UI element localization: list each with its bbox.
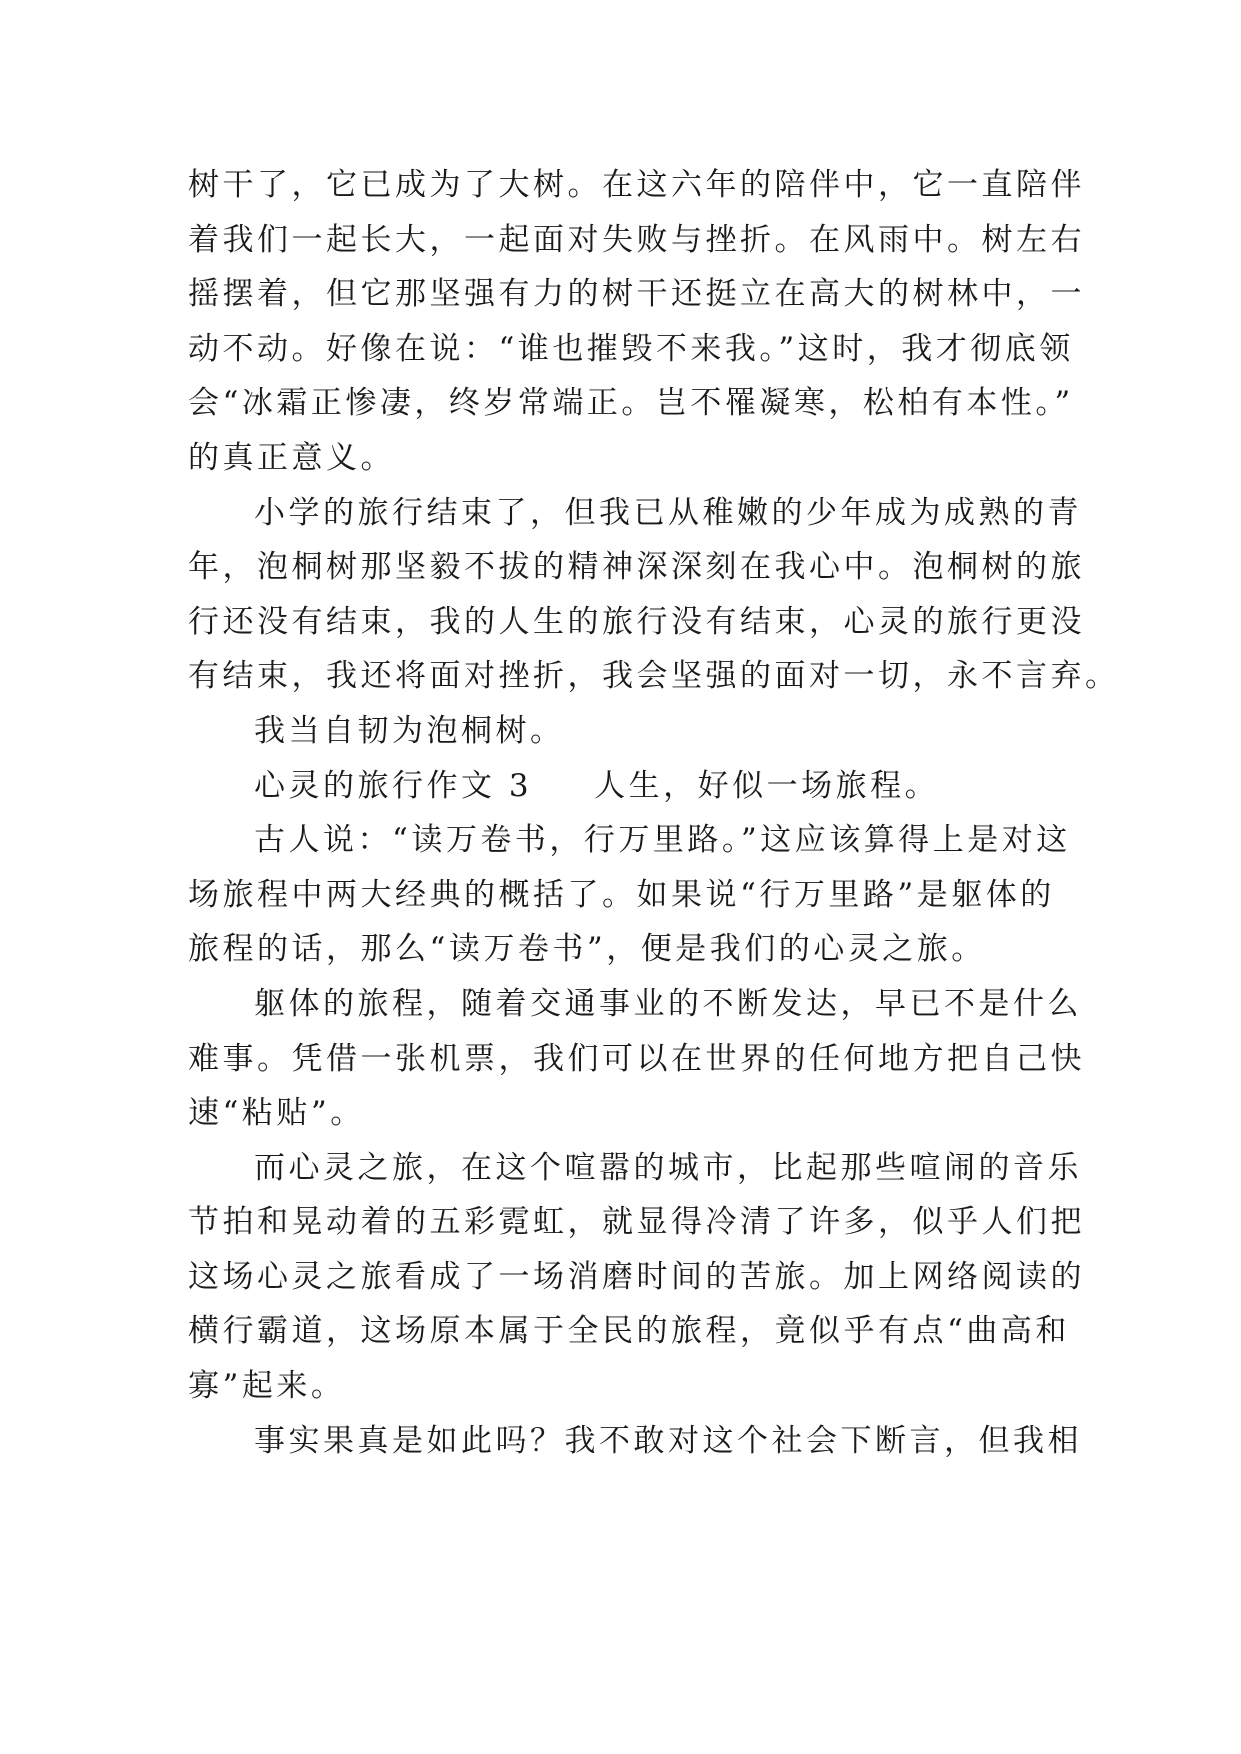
text-line: 难事。凭借一张机票，我们可以在世界的任何地方把自己快 [188,1040,1085,1077]
text-line: 行还没有结束，我的人生的旅行没有结束，心灵的旅行更没 [188,603,1085,640]
text-line: 年，泡桐树那坚毅不拔的精神深深刻在我心中。泡桐树的旅 [188,549,1085,586]
section-heading [188,759,1068,814]
body-text [188,158,1120,1468]
text-line: 寡”起来。 [188,1368,346,1405]
text-line: 横行霸道，这场原本属于全民的旅程，竟似乎有点“曲高和 [188,1313,1070,1350]
text-line: 着我们一起长大，一起面对失败与挫折。在风雨中。树左右 [188,221,1085,258]
text-line: 古人说：“读万卷书，行万里路。”这应该算得上是对这 [254,822,1071,859]
heading-title: 心灵的旅行作文 3 [254,767,533,804]
text-line: 动不动。好像在说：“谁也摧毁不来我。”这时，我才彻底领 [188,330,1074,367]
text-line: 我当自韧为泡桐树。 [254,712,565,749]
text-line: 旅程的话，那么“读万卷书”，便是我们的心灵之旅。 [188,931,986,968]
text-line: 而心灵之旅，在这个喧嚣的城市，比起那些喧闹的音乐 [254,1149,1082,1186]
text-line: 有结束，我还将面对挫折，我会坚强的面对一切，永不言弃。 [188,658,1120,695]
text-line: 会“冰霜正惨凄，终岁常端正。岂不罹凝寒，松柏有本性。” [188,385,1074,422]
text-line: 树干了，它已成为了大树。在这六年的陪伴中，它一直陪伴 [188,167,1085,203]
text-line: 摇摆着，但它那坚强有力的树干还挺立在高大的树林中，一 [188,276,1085,313]
text-line: 节拍和晃动着的五彩霓虹，就显得冷清了许多，似乎人们把 [188,1204,1085,1241]
text-line: 场旅程中两大经典的概括了。如果说“行万里路”是躯体的 [188,876,1055,913]
text-line: 事实果真是如此吗？我不敢对这个社会下断言，但我相 [254,1422,1082,1459]
text-line: 的真正意义。 [188,439,395,476]
text-line: 速“粘贴”。 [188,1095,365,1132]
text-line: 小学的旅行结束了，但我已从稚嫩的少年成为成熟的青 [254,494,1082,531]
text-line: 躯体的旅程，随着交通事业的不断发达，早已不是什么 [254,985,1082,1022]
text-line: 这场心灵之旅看成了一场消磨时间的苦旅。加上网络阅读的 [188,1258,1085,1295]
heading-subtitle: 人生，好似一场旅程。 [594,767,940,804]
